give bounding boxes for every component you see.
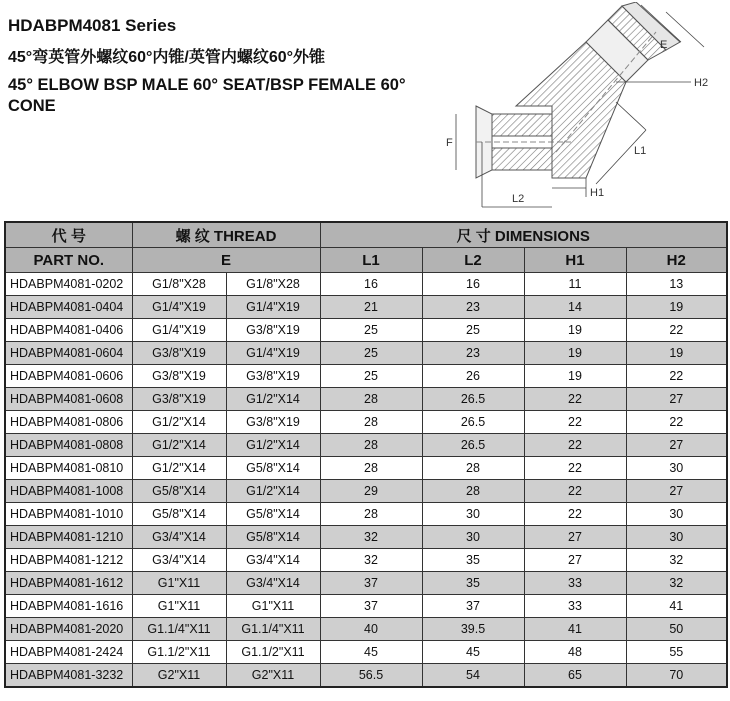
l1-cell: 28: [320, 411, 422, 434]
dimensions-table: [4, 221, 728, 688]
h1-cell: 33: [524, 572, 626, 595]
table-row: [5, 273, 727, 296]
h1-cell: 19: [524, 365, 626, 388]
l2-cell: 26: [422, 365, 524, 388]
thread-2-cell: G1"X11: [226, 595, 320, 618]
table-row: [5, 457, 727, 480]
thread-1-cell: G1"X11: [132, 572, 226, 595]
h2-cell: 22: [626, 411, 727, 434]
h1-cell: 19: [524, 342, 626, 365]
part-no-cell: HDABPM4081-1008: [5, 480, 132, 503]
thread-1-cell: G5/8"X14: [132, 480, 226, 503]
l1-cell: 56.5: [320, 664, 422, 688]
label-e: E: [660, 39, 668, 51]
thread-1-cell: G1/2"X14: [132, 434, 226, 457]
l2-cell: 26.5: [422, 388, 524, 411]
h1-cell: 22: [524, 388, 626, 411]
thread-1-cell: G1/2"X14: [132, 457, 226, 480]
l2-cell: 25: [422, 319, 524, 342]
l2-cell: 26.5: [422, 411, 524, 434]
thread-1-cell: G3/4"X14: [132, 549, 226, 572]
h1-cell: 48: [524, 641, 626, 664]
h2-cell: 55: [626, 641, 727, 664]
dimensions-header: 尺 寸 DIMENSIONS: [320, 222, 727, 248]
h1-cell: 22: [524, 434, 626, 457]
l2-cell: 45: [422, 641, 524, 664]
label-h1: H1: [590, 187, 605, 199]
part-no-cell: HDABPM4081-0404: [5, 296, 132, 319]
l1-cell: 28: [320, 457, 422, 480]
thread-2-cell: G3/4"X14: [226, 572, 320, 595]
l2-cell: 28: [422, 457, 524, 480]
h1-cell: 19: [524, 319, 626, 342]
l1-cell: 25: [320, 342, 422, 365]
part-no-cell: HDABPM4081-2424: [5, 641, 132, 664]
thread-2-cell: G1/4"X19: [226, 296, 320, 319]
h2-cell: 19: [626, 342, 727, 365]
thread-1-cell: G5/8"X14: [132, 503, 226, 526]
l1-cell: 32: [320, 549, 422, 572]
part-no-cell: HDABPM4081-1612: [5, 572, 132, 595]
l1-cell: 32: [320, 526, 422, 549]
h1-cell: 22: [524, 480, 626, 503]
h2-cell: 22: [626, 319, 727, 342]
thread-2-cell: G1.1/4"X11: [226, 618, 320, 641]
part-no-cell: HDABPM4081-1212: [5, 549, 132, 572]
h2-cell: 41: [626, 595, 727, 618]
l2-cell: 28: [422, 480, 524, 503]
table-row: [5, 480, 727, 503]
l2-cell: 26.5: [422, 434, 524, 457]
thread-2-cell: G1/4"X19: [226, 342, 320, 365]
l2-cell: 23: [422, 296, 524, 319]
thread-2-cell: G3/4"X14: [226, 549, 320, 572]
l1-cell: 16: [320, 273, 422, 296]
l1-cell: 45: [320, 641, 422, 664]
thread-1-cell: G3/8"X19: [132, 365, 226, 388]
part-no-cell: HDABPM4081-0604: [5, 342, 132, 365]
table-row: [5, 365, 727, 388]
part-no-cell: HDABPM4081-0406: [5, 319, 132, 342]
table-row: [5, 388, 727, 411]
label-h2: H2: [694, 77, 709, 89]
thread-1-cell: G1/2"X14: [132, 411, 226, 434]
table-row: [5, 342, 727, 365]
h2-cell: 50: [626, 618, 727, 641]
part-no-cell: HDABPM4081-0808: [5, 434, 132, 457]
h1-cell: 22: [524, 457, 626, 480]
l2-cell: 35: [422, 572, 524, 595]
h2-cell: 22: [626, 365, 727, 388]
thread-1-cell: G1/8"X28: [132, 273, 226, 296]
l2-cell: 39.5: [422, 618, 524, 641]
part-no-cell: HDABPM4081-0810: [5, 457, 132, 480]
part-header-cn: 代 号: [5, 222, 132, 248]
title-chinese: 45°弯英管外螺纹60°内锥/英管内螺纹60°外锥: [8, 49, 326, 66]
l1-cell: 28: [320, 388, 422, 411]
col-h2: H2: [626, 248, 727, 273]
h1-cell: 27: [524, 526, 626, 549]
l1-cell: 21: [320, 296, 422, 319]
table-row: [5, 411, 727, 434]
table-body: [5, 273, 727, 688]
h1-cell: 22: [524, 411, 626, 434]
h2-cell: 27: [626, 434, 727, 457]
col-l1: L1: [320, 248, 422, 273]
table-row: [5, 549, 727, 572]
label-f: F: [446, 137, 453, 149]
l1-cell: 40: [320, 618, 422, 641]
thread-1-cell: G1"X11: [132, 595, 226, 618]
table-row: [5, 618, 727, 641]
thread-2-cell: G3/8"X19: [226, 319, 320, 342]
l2-cell: 30: [422, 526, 524, 549]
h2-cell: 13: [626, 273, 727, 296]
thread-1-cell: G1.1/4"X11: [132, 618, 226, 641]
part-no-cell: HDABPM4081-0202: [5, 273, 132, 296]
h2-cell: 30: [626, 457, 727, 480]
header: [8, 10, 428, 117]
table-row: [5, 503, 727, 526]
l1-cell: 25: [320, 365, 422, 388]
thread-2-cell: G1.1/2"X11: [226, 641, 320, 664]
thread-2-cell: G1/2"X14: [226, 434, 320, 457]
part-no-cell: HDABPM4081-3232: [5, 664, 132, 688]
part-header-en: PART NO.: [5, 248, 132, 273]
thread-1-cell: G3/8"X19: [132, 342, 226, 365]
h1-cell: 33: [524, 595, 626, 618]
l1-cell: 28: [320, 434, 422, 457]
thread-1-cell: G2"X11: [132, 664, 226, 688]
l2-cell: 37: [422, 595, 524, 618]
table-header: [5, 222, 727, 273]
part-no-cell: HDABPM4081-1616: [5, 595, 132, 618]
h2-cell: 30: [626, 526, 727, 549]
thread-2-cell: G1/2"X14: [226, 388, 320, 411]
thread-1-cell: G1/4"X19: [132, 319, 226, 342]
h2-cell: 27: [626, 388, 727, 411]
table-row: [5, 641, 727, 664]
table-row: [5, 595, 727, 618]
l1-cell: 29: [320, 480, 422, 503]
h1-cell: 14: [524, 296, 626, 319]
part-no-cell: HDABPM4081-2020: [5, 618, 132, 641]
l1-cell: 28: [320, 503, 422, 526]
label-l1: L1: [634, 145, 647, 157]
part-no-cell: HDABPM4081-1010: [5, 503, 132, 526]
h2-cell: 19: [626, 296, 727, 319]
thread-1-cell: G3/4"X14: [132, 526, 226, 549]
h1-cell: 27: [524, 549, 626, 572]
h1-cell: 22: [524, 503, 626, 526]
l2-cell: 54: [422, 664, 524, 688]
h2-cell: 70: [626, 664, 727, 688]
table-row: [5, 664, 727, 688]
thread-2-cell: G3/8"X19: [226, 365, 320, 388]
thread-2-cell: G3/8"X19: [226, 411, 320, 434]
h1-cell: 65: [524, 664, 626, 688]
h1-cell: 41: [524, 618, 626, 641]
fitting-technical-drawing: [436, 2, 726, 214]
thread-2-cell: G5/8"X14: [226, 457, 320, 480]
col-h1: H1: [524, 248, 626, 273]
title-english: 45° ELBOW BSP MALE 60° SEAT/BSP FEMALE 60° CONE: [8, 76, 406, 115]
l1-cell: 37: [320, 595, 422, 618]
part-no-cell: HDABPM4081-0608: [5, 388, 132, 411]
table-row: [5, 526, 727, 549]
table-row: [5, 319, 727, 342]
thread-1-cell: G1/4"X19: [132, 296, 226, 319]
h2-cell: 27: [626, 480, 727, 503]
thread-2-cell: G1/8"X28: [226, 273, 320, 296]
part-no-cell: HDABPM4081-0806: [5, 411, 132, 434]
l2-cell: 16: [422, 273, 524, 296]
part-no-cell: HDABPM4081-0606: [5, 365, 132, 388]
thread-2-cell: G5/8"X14: [226, 503, 320, 526]
h1-cell: 11: [524, 273, 626, 296]
thread-2-cell: G2"X11: [226, 664, 320, 688]
table-row: [5, 296, 727, 319]
thread-1-cell: G1.1/2"X11: [132, 641, 226, 664]
l2-cell: 30: [422, 503, 524, 526]
h2-cell: 32: [626, 572, 727, 595]
l2-cell: 23: [422, 342, 524, 365]
table-row: [5, 572, 727, 595]
label-l2: L2: [512, 193, 525, 205]
thread-1-cell: G3/8"X19: [132, 388, 226, 411]
series-title: HDABPM4081 Series: [8, 16, 177, 35]
thread-sub-header: E: [132, 248, 320, 273]
col-l2: L2: [422, 248, 524, 273]
thread-2-cell: G5/8"X14: [226, 526, 320, 549]
h2-cell: 30: [626, 503, 727, 526]
l2-cell: 35: [422, 549, 524, 572]
part-no-cell: HDABPM4081-1210: [5, 526, 132, 549]
l1-cell: 25: [320, 319, 422, 342]
l1-cell: 37: [320, 572, 422, 595]
table-row: [5, 434, 727, 457]
thread-2-cell: G1/2"X14: [226, 480, 320, 503]
thread-header: 螺 纹 THREAD: [132, 222, 320, 248]
h2-cell: 32: [626, 549, 727, 572]
